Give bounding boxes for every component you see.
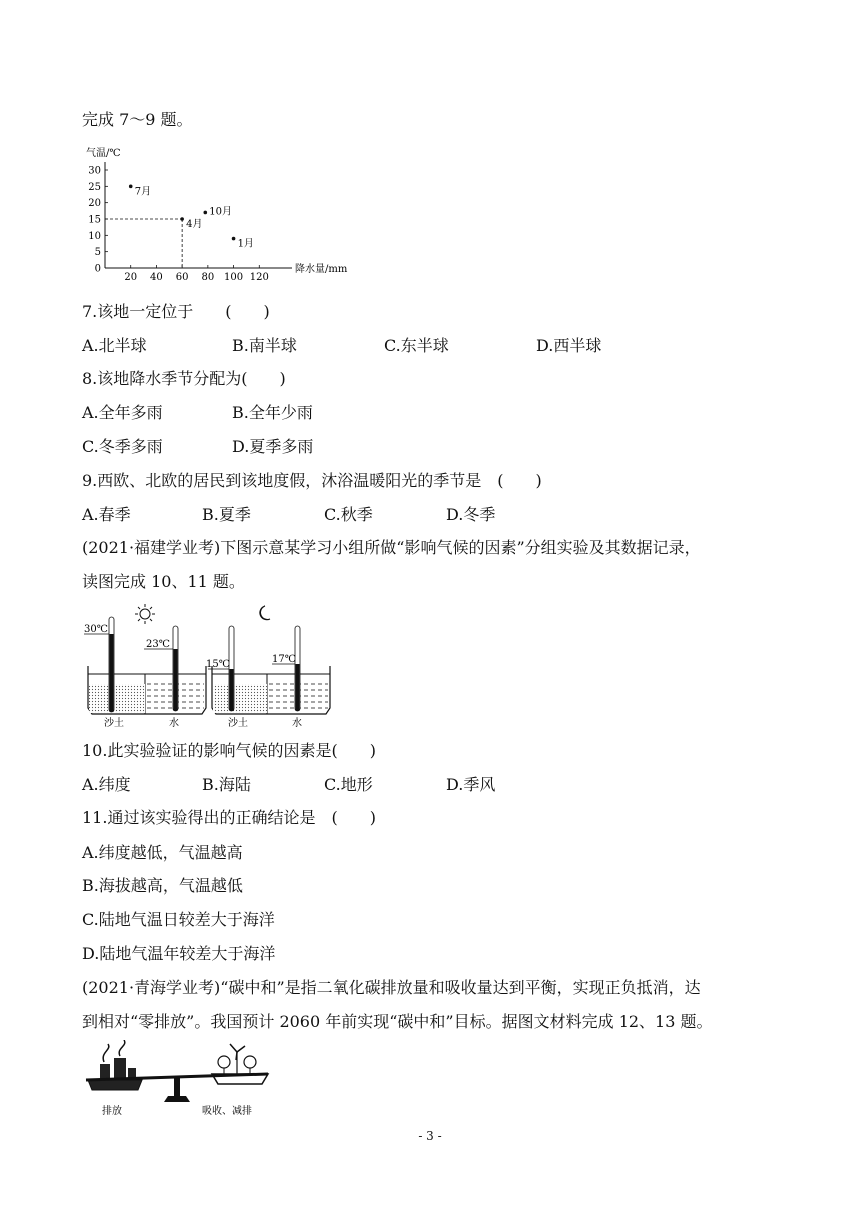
q8-option-c[interactable]: C.冬季多雨 [82,437,163,456]
night-sand-label: 沙土 [228,718,248,729]
y-tick-label: 5 [94,247,101,259]
q8-option-d[interactable]: D.夏季多雨 [232,437,314,456]
q9-option-d[interactable]: D.冬季 [446,505,496,524]
q7-option-a[interactable]: A.北半球 [82,336,147,355]
data-point [232,237,236,241]
q10-option-c[interactable]: C.地形 [324,775,373,794]
q9-option-b[interactable]: B.夏季 [202,505,251,524]
q9-stem: 9.西欧、北欧的居民到该地度假，沐浴温暖阳光的季节是 ( ) [82,471,542,490]
day-water-label: 水 [169,718,179,729]
y-tick-label: 10 [88,230,101,242]
night-sand-temp: 15℃ [206,659,230,670]
y-tick-label: 20 [88,198,101,210]
q10-option-a[interactable]: A.纬度 [82,775,131,794]
x-tick-label: 60 [175,272,189,282]
intro-12-13-line2: 到相对“零排放”。我国预计 2060 年前实现“碳中和”目标。据图文材料完成 12、13 题。 [82,1012,713,1031]
q7-option-b[interactable]: B.南半球 [232,336,297,355]
y-tick-label: 30 [88,165,101,177]
night-water-label: 水 [292,718,302,729]
sand-fill [213,684,267,713]
point-label: 1月 [237,238,254,250]
y-tick-label: 0 [94,263,101,275]
balance-stand [174,1076,180,1098]
emission-label: 排放 [102,1106,122,1117]
q7-option-d[interactable]: D.西半球 [536,336,602,355]
carbon-balance-figure [82,1040,282,1120]
sand-fill [89,684,145,713]
q11-option-d[interactable]: D.陆地气温年较差大于海洋 [82,944,276,963]
day-sand-label: 沙土 [104,718,124,729]
intro-10-11-line1: (2021·福建学业考)下图示意某学习小组所做“影响气候的因素”分组实验及其数据记录， [82,538,701,557]
x-tick-label: 40 [150,272,163,282]
experiment-figure [82,604,342,732]
point-label: 10月 [209,206,233,218]
q8-option-a[interactable]: A.全年多雨 [82,403,163,422]
q9-option-a[interactable]: A.春季 [82,505,131,524]
point-label: 7月 [134,186,152,198]
x-tick-label: 80 [201,272,215,282]
intro-7-9: 完成 7～9 题。 [82,110,193,129]
page-number: - 3 - [418,1129,442,1143]
factory-icon [88,1040,142,1090]
data-point [203,211,207,215]
q7-stem: 7.该地一定位于 ( ) [82,302,270,321]
x-tick-label: 120 [249,272,269,282]
y-axis-label: 气温/℃ [86,148,121,159]
point-label: 4月 [186,219,203,230]
intro-12-13-line1: (2021·青海学业考)“碳中和”是指二氧化碳排放量和吸收量达到平衡，实现正负抵消，达 [82,978,701,997]
q8-option-b[interactable]: B.全年少雨 [232,403,313,422]
data-point [180,217,184,221]
q11-option-c[interactable]: C.陆地气温日较差大于海洋 [82,910,275,929]
q9-option-c[interactable]: C.秋季 [324,505,373,524]
y-tick-label: 15 [88,214,101,226]
q10-stem: 10.此实验验证的影响气候的因素是( ) [82,741,376,760]
tree-windmill-icon [212,1044,268,1084]
day-sand-temp: 30℃ [84,624,108,635]
q10-option-b[interactable]: B.海陆 [202,775,251,794]
y-tick-label: 25 [88,181,101,193]
absorption-label: 吸收、减排 [202,1106,252,1117]
moon-icon [260,606,270,620]
guide-lines [105,219,182,268]
intro-10-11-line2: 读图完成 10、11 题。 [82,572,245,591]
night-water-temp: 17℃ [272,654,296,665]
q7-option-c[interactable]: C.东半球 [384,336,449,355]
q11-stem: 11.通过该实验得出的正确结论是 ( ) [82,808,376,827]
q11-option-a[interactable]: A.纬度越低，气温越高 [82,843,243,862]
x-tick-label: 100 [224,272,244,282]
q8-stem: 8.该地降水季节分配为( ) [82,369,286,388]
q11-option-b[interactable]: B.海拔越高，气温越低 [82,876,243,895]
x-axis-label: 降水量/mm [295,264,348,275]
sun-icon [135,604,155,624]
climate-scatter-chart [76,142,376,282]
day-water-temp: 23℃ [146,639,170,650]
x-tick-label: 20 [124,272,138,282]
q10-option-d[interactable]: D.季风 [446,775,496,794]
night-tank [208,626,330,714]
data-point [129,185,133,189]
